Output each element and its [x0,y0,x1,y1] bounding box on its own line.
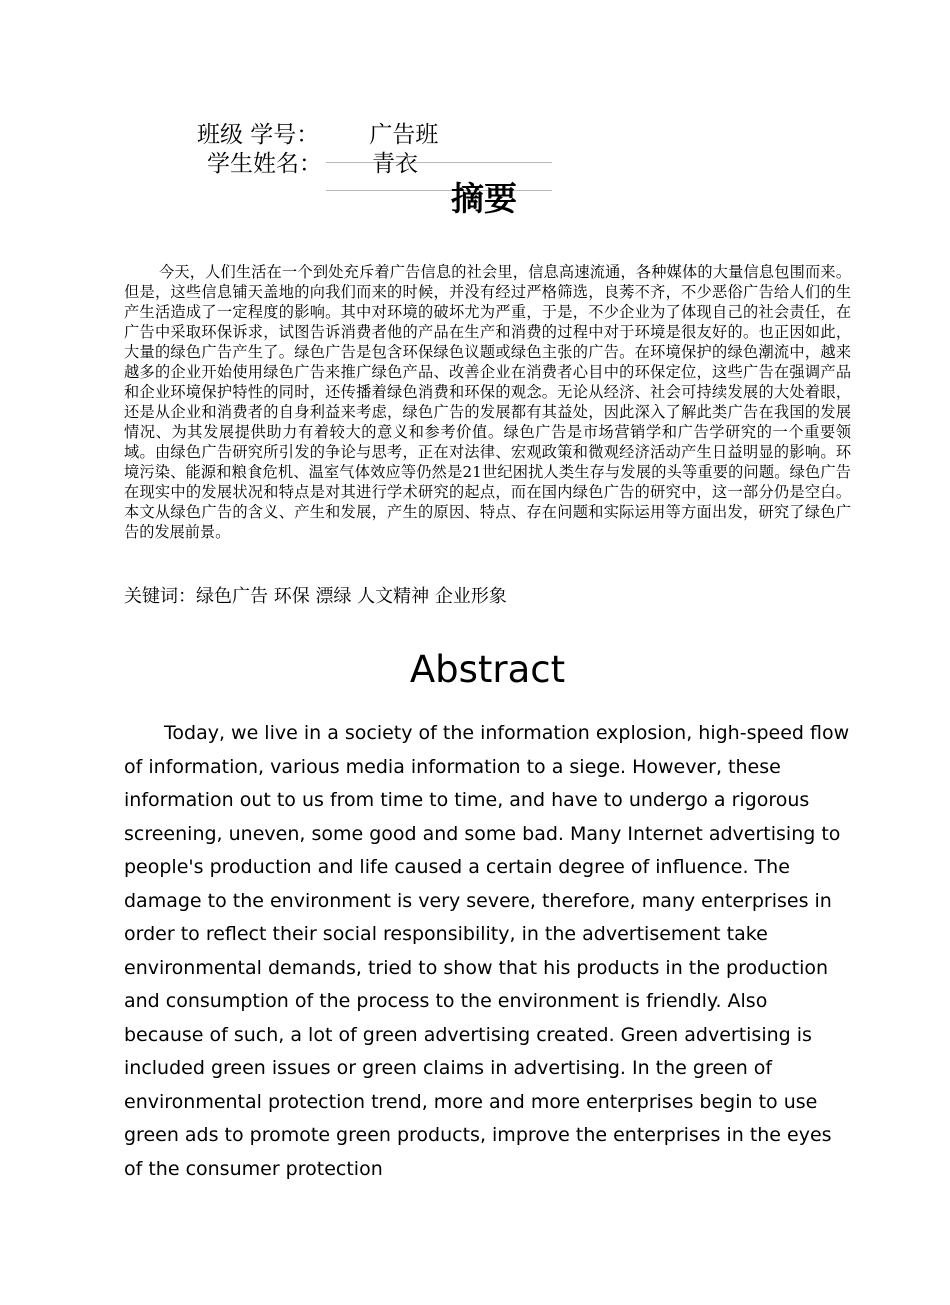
student-name-line [207,150,418,178]
abstract-cn-title: 摘要 [451,179,517,218]
title-divider [326,190,552,191]
abstract-cn-body: 今天，人们生活在一个到处充斥着广告信息的社会里，信息高速流通，各种媒体的大量信息包围而来。但是，这些信息铺天盖地的向我们而来的时候，并没有经过严格筛选，良莠不齐，不少恶俗广告给人们的生产生活造成了一定程度的影响。其中对环境的破坏尤为严重，于是，不少企业为了体现自己的社会责任，在广告中采取环保诉求，试图告诉消费者他的产品在生产和消费的过程中对于环境是很友好的。也正因如此，大量的绿色广告产生了。绿色广告是包含环保绿色议题或绿色主张的广告。在环境保护的绿色潮流中，越来越多的企业开始使用绿色广告来推广绿色产品、改善企业在消费者心目中的环保定位，这些广告在强调产品和企业环境保护特性的同时，还传播着绿色消费和环保的观念。无论从经济、社会可持续发展的大处着眼，还是从企业和消费者的自身利益来考虑，绿色广告的发展都有其益处，因此深入了解此类广告在我国的发展情况、为其发展提供助力有着较大的意义和参考价值。绿色广告是市场营销学和广告学研究的一个重要领域。由绿色广告研究所引发的争论与思考，正在对法律、宏观政策和微观经济活动产生日益明显的影响。环境污染、能源和粮食危机、温室气体效应等仍然是21世纪困扰人类生存与发展的头等重要的问题。绿色广告在现实中的发展状况和特点是对其进行学术研究的起点，而在国内绿色广告的研究中，这一部分仍是空白。本文从绿色广告的含义、产生和发展，产生的原因、特点、存在问题和实际运用等方面出发，研究了绿色广告的发展前景。 [124,263,851,541]
keywords: 关键词：绿色广告 环保 漂绿 人文精神 企业形象 [124,586,507,607]
student-name-value: 青衣 [372,151,418,177]
class-id-line [197,121,438,149]
abstract-en-title: Abstract [409,648,566,691]
student-name-label: 学生姓名： [207,151,322,177]
class-value: 广告班 [369,122,439,148]
abstract-en-body: Today, we live in a society of the information explosion, high-speed flow of information, various media information to a siege. However, these information out to us from time to time, and have to undergo a rigorous screening, uneven, some good and some bad. Many Internet advertising to people's production and life caused a certain degree of influence. The damage to the environment is very severe, therefore, many enterprises in order to reflect their social responsibility, in the advertisement take environmental demands, tried to show that his products in the production and consumption of the process to the environment is friendly. Also because of such, a lot of green advertising created. Green advertising is included green issues or green claims in advertising. In the green of environmental protection trend, more and more enterprises begin to use green ads to promote green products, improve the enterprises in the eyes of the consumer protection [124,722,850,1180]
class-id-label: 班级 学号： [197,122,320,148]
